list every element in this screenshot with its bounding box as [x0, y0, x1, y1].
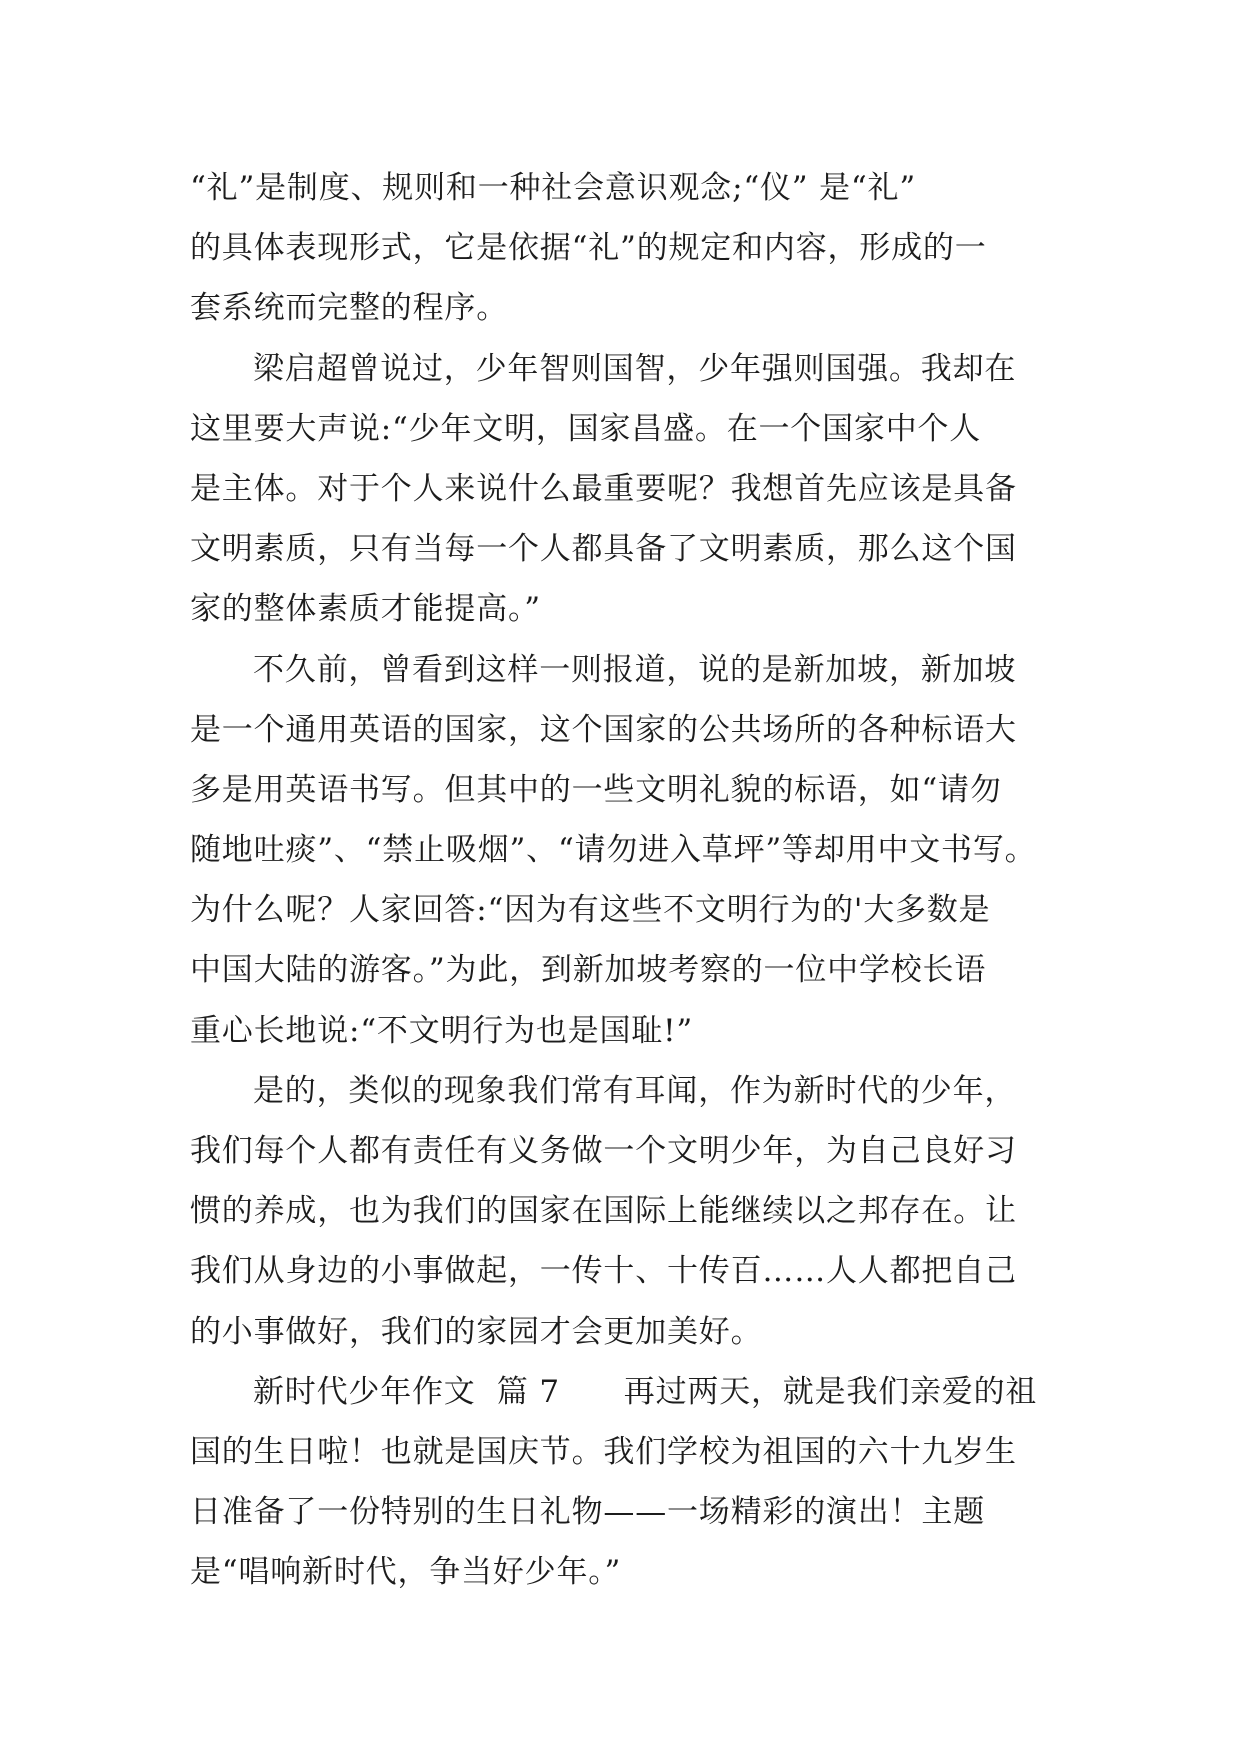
text-line: 国的生日啦！也就是国庆节。我们学校为祖国的六十九岁生: [190, 1433, 1017, 1470]
text-line: 不久前，曾看到这样一则报道，说的是新加坡，新加坡: [253, 651, 1017, 688]
text-line: 的小事做好，我们的家园才会更加美好。: [190, 1313, 763, 1350]
text-line: 套系统而完整的程序。: [190, 290, 508, 327]
paragraph-civilized-youth: [190, 1061, 1060, 1362]
text-line: 是“唱响新时代，争当好少年。”: [190, 1554, 622, 1591]
text-line: 随地吐痰”、“禁止吸烟”、“请勿进入草坪”等却用中文书写。: [190, 832, 1037, 869]
text-line: 重心长地说:“不文明行为也是国耻!”: [190, 1012, 693, 1049]
text-line: 的具体表现形式，它是依据“礼”的规定和内容，形成的一: [190, 230, 987, 267]
paragraph-essay-7: [190, 1362, 1060, 1603]
paragraph-singapore: [190, 640, 1060, 1061]
text-line: 为什么呢？人家回答:“因为有这些不文明行为的'大多数是: [190, 892, 991, 929]
text-line: 惯的养成，也为我们的国家在国际上能继续以之邦存在。让: [190, 1193, 1017, 1230]
text-line: 多是用英语书写。但其中的一些文明礼貌的标语，如“请勿: [190, 771, 1002, 808]
paragraph-liang-qichao: [190, 339, 1060, 640]
text-line: 新时代少年作文 篇 7 再过两天，就是我们亲爱的祖: [253, 1373, 1038, 1410]
text-line: “礼”是制度、规则和一种社会意识观念;“仪” 是“礼”: [190, 170, 916, 206]
text-line: 中国大陆的游客。”为此，到新加坡考察的一位中学校长语: [190, 952, 987, 989]
text-line: 是主体。对于个人来说什么最重要呢？我想首先应该是具备: [190, 470, 1017, 507]
document-body: [190, 158, 1060, 1603]
text-line: 日准备了一份特别的生日礼物——一场精彩的演出！主题: [190, 1494, 985, 1531]
paragraph-li-yi: [190, 158, 1060, 339]
text-line: 是的，类似的现象我们常有耳闻，作为新时代的少年，: [253, 1072, 1017, 1109]
text-line: 家的整体素质才能提高。”: [190, 591, 541, 628]
text-line: 是一个通用英语的国家，这个国家的公共场所的各种标语大: [190, 711, 1017, 748]
text-line: 这里要大声说:“少年文明，国家昌盛。在一个国家中个人: [190, 410, 982, 447]
text-line: 我们每个人都有责任有义务做一个文明少年，为自己良好习: [190, 1133, 1017, 1169]
text-line: 文明素质，只有当每一个人都具备了文明素质，那么这个国: [190, 531, 1017, 568]
text-line: 我们从身边的小事做起，一传十、十传百……人人都把自己: [190, 1253, 1017, 1290]
text-line: 梁启超曾说过，少年智则国智，少年强则国强。我却在: [253, 350, 1017, 387]
